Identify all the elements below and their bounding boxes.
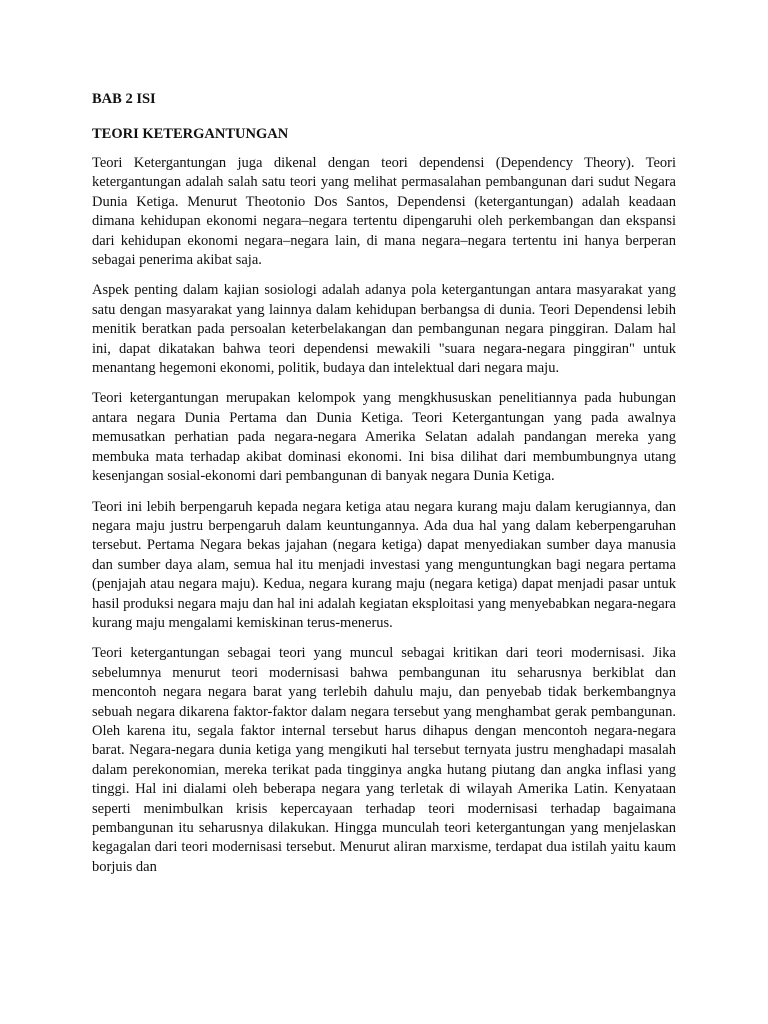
paragraph-5: Teori ketergantungan sebagai teori yang muncul sebagai kritikan dari teori modernisasi. Jika sebelumnya menurut teori modernisasi bahwa pembangunan itu seharusnya berkiblat dan mencontoh negara negara barat yang terlebih dahulu maju, dan penyebab tidak berkembangnya sebuah negara dikarena faktor-faktor dalam negara tersebut yang menghambat gerak pembangunan. Oleh karena itu, segala faktor internal tersebut harus dihapus dengan mencontoh negara-negara barat. Negara-negara dunia ketiga yang mengikuti hal tersebut ternyata justru menghadapi masalah dalam perekonomian, mereka terikat pada tingginya angka hutang piutang dan angka inflasi yang tinggi. Hal ini dialami oleh beberapa negara yang terletak di wilayah Amerika Latin. Kenyataan seperti menimbulkan krisis kepercayaan terhadap teori modernisasi terhadap bagaimana pembangunan itu seharusnya dilakukan. Hingga munculah teori ketergantungan yang menjelaskan kegagalan dari teori modernisasi tersebut. Menurut aliran marxisme, terdapat dua istilah yaitu kaum borjuis dan <box>92 645 676 875</box>
chapter-heading: BAB 2 ISI <box>92 91 156 107</box>
paragraph-2: Aspek penting dalam kajian sosiologi adalah adanya pola ketergantungan antara masyarakat yang satu dengan masyarakat yang lainnya dalam kehidupan berbangsa di dunia. Teori Dependensi lebih menitik beratkan pada persoalan keterbelakangan dan pembangunan negara pinggiran. Dalam hal ini, dapat dikatakan bahwa teori dependensi mewakili "suara negara-negara pinggiran" untuk menantang hegemoni ekonomi, politik, budaya dan intelektual dari negara maju. <box>92 282 676 377</box>
section-heading: TEORI KETERGANTUNGAN <box>92 126 289 142</box>
paragraph-3: Teori ketergantungan merupakan kelompok yang mengkhususkan penelitiannya pada hubungan antara negara Dunia Pertama dan Dunia Ketiga. Teori Ketergantungan yang pada awalnya memusatkan perhatian pada negara-negara Amerika Selatan adalah pandangan mereka yang membuka mata terhadap akibat dominasi ekonomi. Ini bisa dilihat dari membumbungnya utang kesenjangan sosial-ekonomi dari pembangunan di banyak negara Dunia Ketiga. <box>92 390 676 485</box>
paragraph-1: Teori Ketergantungan juga dikenal dengan teori dependensi (Dependency Theory). Teori ketergantungan adalah salah satu teori yang melihat permasalahan pembangunan dari sudut Negara Dunia Ketiga. Menurut Theotonio Dos Santos, Dependensi (ketergantungan) adalah keadaan dimana kehidupan ekonomi negara–negara tertentu dipengaruhi oleh perkembangan dan ekspansi dari kehidupan ekonomi negara–negara lain, di mana negara–negara tertentu ini hanya berperan sebagai penerima akibat saja. <box>92 155 676 269</box>
paragraph-4: Teori ini lebih berpengaruh kepada negara ketiga atau negara kurang maju dalam kerugiannya, dan negara maju justru berpengaruh dalam keuntungannya. Ada dua hal yang dalam keberpengaruhan tersebut. Pertama Negara bekas jajahan (negara ketiga) dapat menyediakan sumber daya manusia dan sumber daya alam, semua hal itu menjadi investasi yang menguntungkan bagi negara pertama (penjajah atau negara maju). Kedua, negara kurang maju (negara ketiga) dapat menjadi pasar untuk hasil produksi negara maju dan hal ini adalah kegiatan eksploitasi yang menyebabkan negara-negara kurang maju mengalami kemiskinan terus-menerus. <box>92 498 676 631</box>
